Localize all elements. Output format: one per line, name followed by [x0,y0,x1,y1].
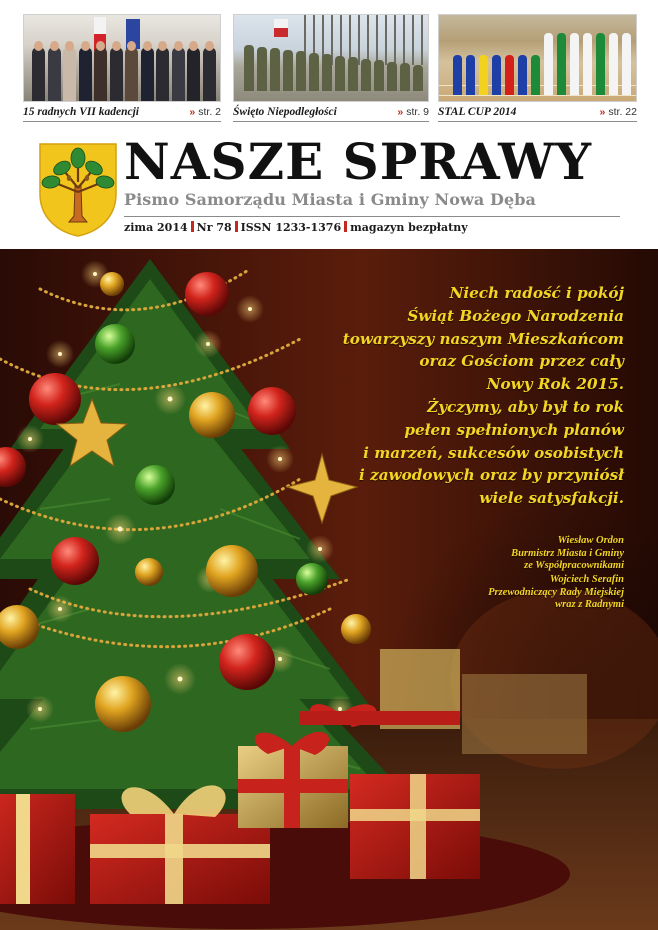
teaser-caption [233,106,429,122]
separator [235,221,238,232]
teaser-page-ref: » str. 2 [189,106,221,118]
double-chevron-icon: » [189,106,196,118]
council-member-figure [110,47,123,101]
futsal-photo [438,14,637,102]
double-chevron-icon: » [397,106,404,118]
council-member-figure [63,47,76,101]
soldier-figure [361,59,371,92]
magazine-subtitle: Pismo Samorządu Miasta i Gminy Nowa Dęba [124,190,537,209]
council-member-head [189,41,198,51]
player-figure [596,33,605,95]
council-member-figure [32,47,45,101]
issue-season: zima 2014 [124,221,188,234]
player-figure [609,33,618,95]
masthead-divider [124,216,620,217]
bare-tree-trunk [394,15,396,65]
teaser-independence-day[interactable] [233,14,429,126]
bare-tree-trunk [385,15,387,65]
greeting-line: Nowy Rok 2015. [486,375,624,394]
teaser-caption [438,106,637,122]
separator [191,221,194,232]
soldier-figure [244,45,254,91]
greeting-line: towarzyszy naszym Mieszkańcom [342,329,624,348]
player-figure [544,33,553,95]
council-member-head [96,41,105,51]
council-member-head [158,41,167,51]
player-figure [479,55,488,95]
council-member-head [81,41,90,51]
player-figure [557,33,566,95]
greeting-line: oraz Gościom przez cały [419,352,624,371]
signature-line: ze Współpracownikami [524,560,624,571]
issn: ISSN 1233-1376 [240,221,342,234]
greeting-line: i marzeń, sukcesów osobistych [363,443,624,462]
council-member-head [127,41,136,51]
issue-meta [124,221,468,234]
teaser-page-ref: » str. 22 [599,106,637,118]
signature-line: Wiesław Ordon [557,535,624,546]
greeting-line: i zawodowych oraz by przyniósł [359,466,624,485]
greeting-line: Świąt Bożego Narodzenia [407,306,624,325]
council-member-figure [141,47,154,101]
council-member-figure [48,47,61,101]
soldier-figure [270,48,280,91]
player-figure [583,33,592,95]
teaser-council[interactable] [23,14,221,126]
council-member-head [50,41,59,51]
player-figure [505,55,514,95]
council-photo [23,14,221,102]
soldier-figure [387,62,397,92]
bare-tree-trunk [412,15,414,65]
player-figure [453,55,462,95]
greeting-line: pełen spełnionych planów [404,420,624,439]
signature-line: Wojciech Serafin [549,574,624,585]
player-figure [570,33,579,95]
council-member-head [65,41,74,51]
council-member-figure [203,47,216,101]
magazine-title: NASZE SPRAWY [124,132,593,191]
teaser-stal-cup[interactable] [438,14,637,126]
bare-tree-trunk [367,15,369,65]
soldier-figure [322,54,332,91]
council-member-figure [125,47,138,101]
soldier-figure [374,60,384,91]
signature-line: Przewodniczący Rady Miejskiej [488,586,624,598]
soldier-figure [413,65,423,92]
holiday-greeting [294,282,624,510]
bare-tree-trunk [376,15,378,65]
soldier-figure [400,63,410,91]
signature-line: Burmistrz Miasta i Gminy [511,547,624,559]
council-member-figure [156,47,169,101]
teaser-strip [0,0,658,128]
player-figure [466,55,475,95]
greeting-line: wiele satysfakcji. [479,489,624,508]
player-figure [622,33,631,95]
ceremony-photo [233,14,429,102]
signature-mayor [384,535,624,573]
soldier-figure [283,50,293,92]
signature-council-chair [384,574,624,612]
christmas-cover-image [0,249,658,930]
council-member-figure [187,47,200,101]
signature-line: wraz z Radnymi [555,599,624,610]
soldier-figure [257,47,267,92]
teaser-title: STAL CUP 2014 [438,106,517,118]
bare-tree-trunk [358,15,360,65]
council-member-head [174,41,183,51]
council-member-head [205,41,214,51]
council-member-figure [172,47,185,101]
teaser-caption [23,106,221,122]
player-figure [518,55,527,95]
teaser-page-ref: » str. 9 [397,106,429,118]
teaser-title: 15 radnych VII kadencji [23,106,139,118]
teaser-title: Święto Niepodległości [233,106,337,118]
bare-tree-trunk [403,15,405,65]
double-chevron-icon: » [599,106,606,118]
free-magazine-label: magazyn bezpłatny [350,221,468,234]
council-member-head [34,41,43,51]
council-member-figure [94,47,107,101]
soldier-figure [335,56,345,92]
issue-number: Nr 78 [196,221,232,234]
greeting-line: Niech radość i pokój [449,284,624,302]
council-member-head [112,41,121,51]
separator [344,221,347,232]
soldier-figure [309,53,319,92]
soldier-figure [296,51,306,91]
player-figure [492,55,501,95]
bare-tree-trunk [421,15,423,65]
player-figure [531,55,540,95]
soldier-figure [348,57,358,91]
council-member-figure [79,47,92,101]
oak-tree-crest-icon [38,142,118,238]
council-member-head [143,41,152,51]
greeting-line: Życzymy, aby był to rok [427,397,624,416]
